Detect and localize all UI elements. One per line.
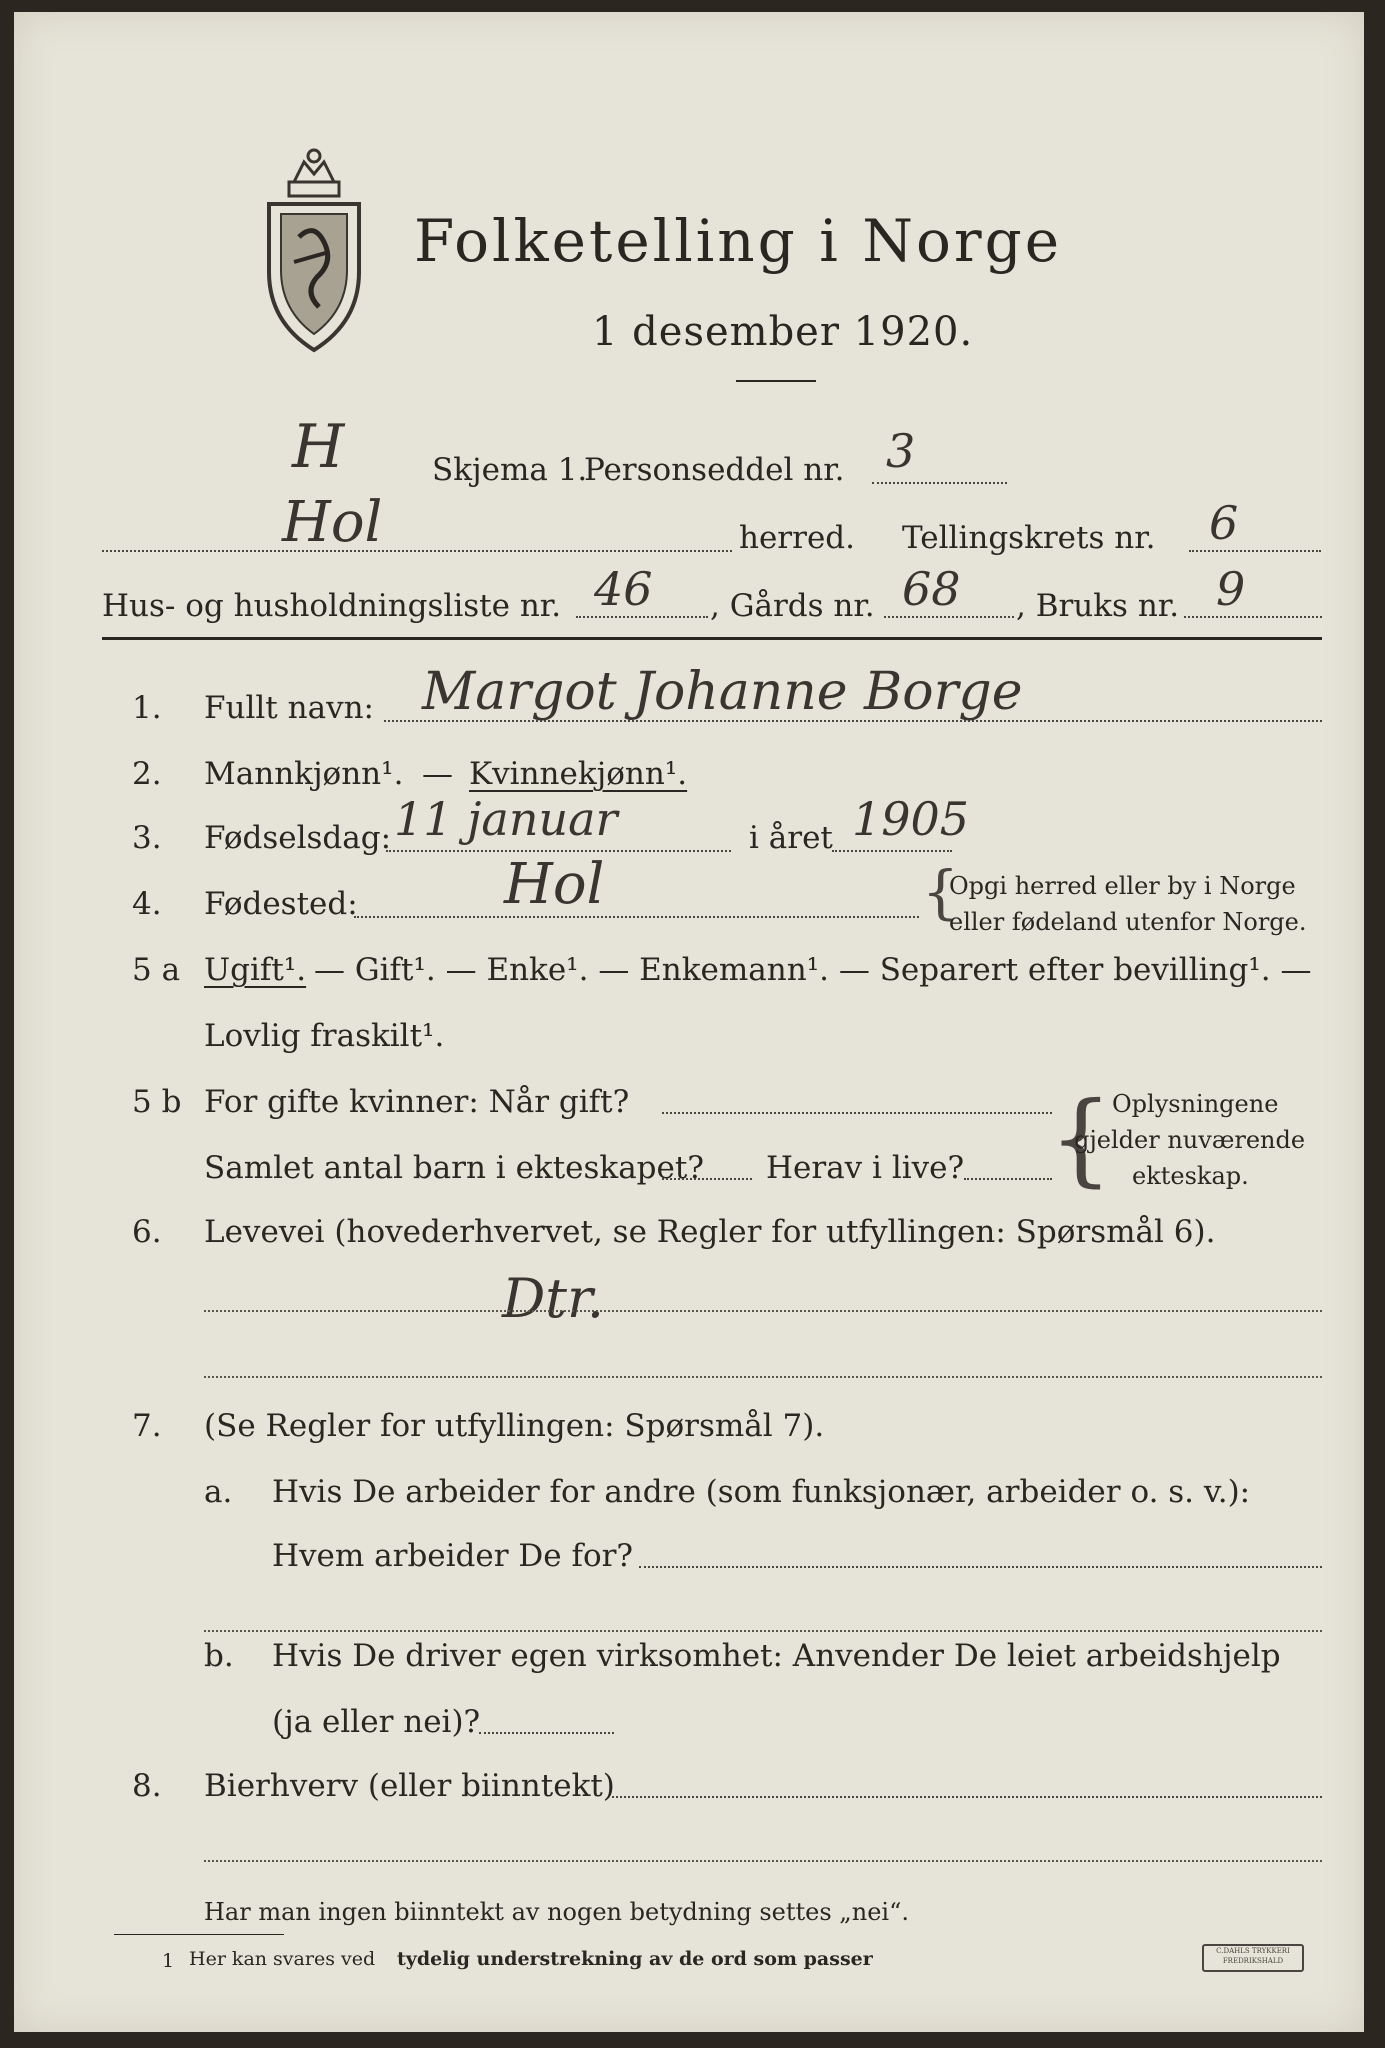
footnote-text-b: tydelig understrekning av de ord som passer (397, 1948, 873, 1970)
q6-number: 6. (132, 1214, 162, 1250)
q2-female: Kvinnekjønn¹. (469, 756, 688, 792)
q7-label: (Se Regler for utfyllingen: Spørsmål 7). (204, 1408, 825, 1444)
gards-value: 68 (902, 562, 961, 616)
q5a-line2: Lovlig fraskilt¹. (204, 1018, 445, 1054)
q4-brace: { (922, 858, 959, 926)
tellingskrets-line (1189, 550, 1321, 552)
q7b-line-1: Hvis De driver egen virksomhet: Anvender De leiet arbeidshjelp (272, 1638, 1281, 1674)
q4-value: Hol (504, 852, 605, 917)
q7a-number: a. (204, 1474, 233, 1510)
q7b-answer-line (479, 1732, 614, 1734)
hus-line (576, 616, 708, 618)
herred-label: herred. (739, 520, 855, 556)
q2-male: Mannkjønn¹. (204, 756, 404, 792)
q5b-label-2: Samlet antal barn i ekteskapet? (204, 1150, 704, 1186)
tellingskrets-label: Tellingskrets nr. (902, 520, 1156, 556)
title-divider (736, 380, 816, 382)
q5a-ugift: Ugift¹. (204, 952, 307, 988)
q5b-number: 5 b (132, 1084, 182, 1120)
q6-value: Dtr. (502, 1267, 605, 1330)
q5a-options: — Gift¹. — Enke¹. — Enkemann¹. — Separert efter bevilling¹. — (314, 952, 1312, 988)
gards-line (884, 616, 1014, 618)
coat-of-arms-icon (259, 142, 369, 361)
bruks-line (1184, 616, 1322, 618)
q4-line (354, 916, 919, 918)
q5b-note-2: gjelder nuværende (1074, 1126, 1306, 1154)
q5b-line-2 (662, 1178, 752, 1180)
bruks-value: 9 (1216, 562, 1246, 616)
q1-line (384, 720, 1322, 722)
q4-note-2: eller fødeland utenfor Norge. (949, 908, 1307, 936)
q4-label: Fødested: (204, 886, 358, 922)
herred-line (102, 550, 732, 552)
q4-note-1: Opgi herred eller by i Norge (949, 872, 1296, 900)
q3-label: Fødselsdag: (204, 820, 392, 856)
herred-value: Hol (282, 490, 383, 555)
q8-number: 8. (132, 1768, 162, 1804)
q7b-number: b. (204, 1638, 234, 1674)
q6-line-1 (204, 1310, 1322, 1312)
q1-number: 1. (132, 690, 162, 726)
q3-value: 11 januar (394, 792, 618, 846)
personseddel-label: Personseddel nr. (584, 452, 845, 488)
q7a-line-2: Hvem arbeider De for? (272, 1538, 634, 1574)
q7-number: 7. (132, 1408, 162, 1444)
footnote-rule (114, 1934, 284, 1935)
footer-note: Har man ingen biinntekt av nogen betydning settes „nei“. (204, 1898, 909, 1926)
q7a-answer-line (639, 1566, 1322, 1568)
q5b-label-1: For gifte kvinner: Når gift? (204, 1084, 630, 1120)
q3-number: 3. (132, 820, 162, 856)
hus-label: Hus- og husholdningsliste nr. (102, 588, 562, 624)
q5a-number: 5 a (132, 952, 181, 988)
hus-value: 46 (594, 562, 653, 616)
printer-stamp: C.DAHLS TRYKKERI FREDRIKSHALD (1202, 1944, 1304, 1972)
q5b-line-1 (662, 1112, 1052, 1114)
form-date: 1 desember 1920. (592, 309, 974, 355)
tellingskrets-value: 6 (1209, 496, 1239, 550)
q2-number: 2. (132, 756, 162, 792)
q5b-label-3: Herav i live? (766, 1150, 965, 1186)
q2-dash: — (422, 756, 453, 792)
personseddel-line (872, 482, 1007, 484)
q8-extra-line (204, 1860, 1322, 1862)
q8-label: Bierhverv (eller biinntekt) (204, 1768, 615, 1804)
q5b-line-3 (964, 1178, 1052, 1180)
header-rule (102, 637, 1322, 640)
q5b-brace: { (1049, 1080, 1113, 1197)
q3-year-label: i året (749, 820, 833, 856)
q4-number: 4. (132, 886, 162, 922)
skjema-label: Skjema 1. (432, 452, 588, 488)
census-form (14, 12, 1364, 2032)
q3-year-value: 1905 (852, 792, 970, 846)
q7a-extra-line (204, 1630, 1322, 1632)
gards-label: , Gårds nr. (710, 588, 875, 624)
herred-handwritten-top: H (292, 412, 345, 482)
q6-label: Levevei (hovederhvervet, se Regler for utfyllingen: Spørsmål 6). (204, 1214, 1216, 1250)
q1-label: Fullt navn: (204, 690, 374, 726)
q8-answer-line (612, 1796, 1322, 1798)
q5b-note-1: Oplysningene (1112, 1090, 1279, 1118)
bruks-label: , Bruks nr. (1016, 588, 1180, 624)
q6-line-2 (204, 1376, 1322, 1378)
footnote-text-a: Her kan svares ved (189, 1948, 376, 1970)
q1-value: Margot Johanne Borge (422, 662, 1023, 722)
q7b-line-2: (ja eller nei)? (272, 1704, 481, 1740)
q5b-note-3: ekteskap. (1132, 1162, 1249, 1190)
form-title: Folketelling i Norge (414, 207, 1063, 275)
q3-year-line (832, 850, 952, 852)
footnote-mark: 1 (162, 1950, 175, 1972)
q7a-line-1: Hvis De arbeider for andre (som funksjonær, arbeider o. s. v.): (272, 1474, 1251, 1510)
personseddel-value: 3 (886, 424, 916, 478)
